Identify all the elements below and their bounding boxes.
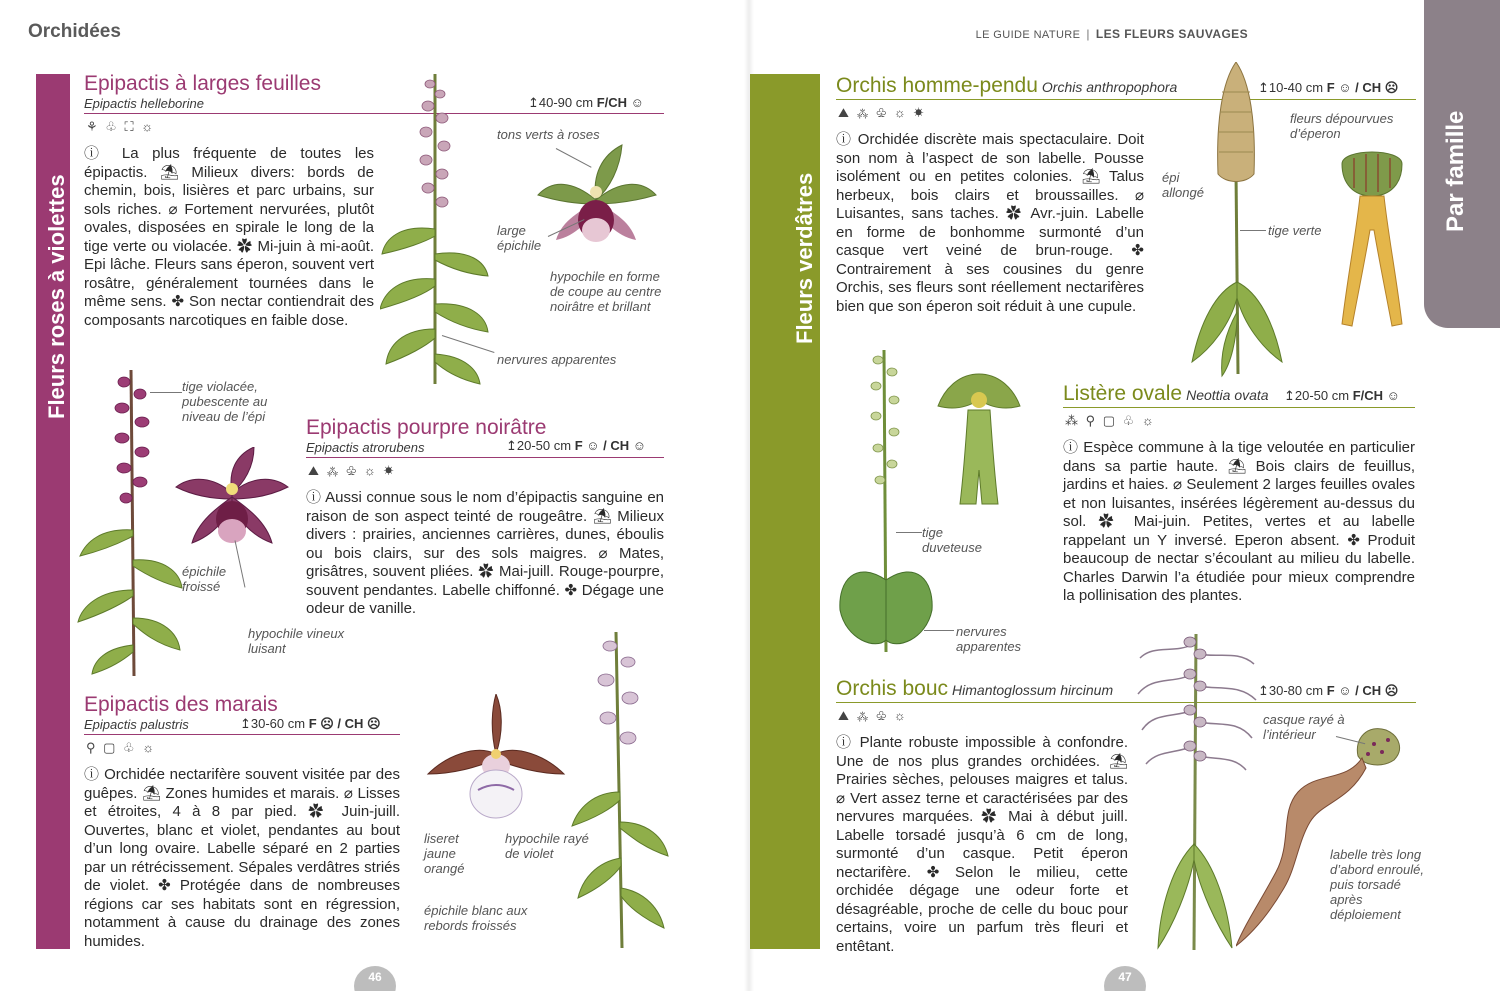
book-title: LES FLEURS SAUVAGES (1095, 27, 1248, 41)
caption-casque: casque rayé à l’intérieur (1263, 712, 1345, 742)
species-description: ⓘ Aussi connue sous le nom d’épipactis sanguine en raison de son aspect teinté de rougeâtre. ⛱ Milieux divers : prairies, anciennes carrières, dunes, éboulis ou bois clairs, sur des sols maigres. ⌀ Mates, grisâtres, souvent pliées. ✿ Mai-juill. Rouge-pourpre, souvent pendantes. Labelle chiffonné. ✤ Dégage une odeur de vanille. (306, 489, 664, 617)
caption-stem: tige violacée, pubescente au niveau de l’épi (182, 379, 268, 424)
region-value: F ☹ / CH ☹ (308, 716, 381, 731)
guide-series: LE GUIDE NATURE (975, 29, 1081, 41)
caption-liseret: liseret jaune orangé (424, 831, 465, 876)
leader-line (924, 630, 954, 631)
height-value: ↥30-80 cm (1258, 683, 1324, 698)
title-rule (836, 702, 1416, 703)
species-latin: Orchis anthropophora (1041, 79, 1178, 95)
species-latin: Epipactis helleborine (84, 96, 204, 111)
species-description: ⓘ Orchidée discrète mais spectaculaire. Doit son nom à l’aspect de son labelle. Pousse isolément ou en petites colonies. ⛱ Talus herbeux, bois clairs et broussailles. ⌀ Luisantes, sans taches. ✿ Avr.-juin. Labelle en forme de bonhomme surmonté d’un casque vert veiné de brun-rouge. ✤ Contrairement à ses cousines du genre Orchis, ses fleurs sont réellement nectarifères bien que son éperon soit réduit à une cupule. (836, 131, 1144, 315)
color-band-pink (36, 74, 70, 949)
title-rule (1063, 407, 1415, 408)
title-rule (306, 457, 664, 458)
caption-epichile-froisse: épichile froissé (182, 564, 227, 594)
height-value: ↥40-90 cm (528, 95, 594, 110)
plant-illustration-anthropophora (1186, 62, 1286, 378)
title-rule (84, 113, 664, 114)
species-latin: Epipactis atrorubens (306, 440, 425, 455)
caption-tige-duveteuse: tige duveteuse (922, 525, 982, 555)
species-description: ⓘ La plus fréquente de toutes les épipactis. ⛱ Milieux divers: bords de chemin, bois, lisières et parc urbains, sur sols riches. ⌀ Fortement nervurées, plutôt ovales, disposées en spirale le long de la tige verte ou violacée. ✿ Mi-juin à mi-août. Epi lâche. Fleurs sans éperon, souvent vert rosâtre, généralement tournées dans le même sens. ✤ Son nectar contiendrait des composants narcotiques en faible dose. (84, 145, 374, 329)
caption-colour: tons verts à roses (497, 127, 600, 142)
page-number-right: 47 (1104, 966, 1146, 991)
family-title: Orchidées (28, 21, 121, 42)
species-latin: Neottia ovata (1186, 387, 1269, 403)
species-himantoglossum-hircinum (836, 677, 1113, 701)
caption-hypochile-raye: hypochile rayé de violet (505, 831, 589, 861)
habitat-symbols: ⚲ ▢ ♧ ☼ (86, 740, 157, 755)
page-number-left: 46 (354, 966, 396, 991)
caption-veins: nervures apparentes (497, 352, 617, 367)
flower-illustration-atrorubens (174, 447, 290, 559)
caption-epichile: large épichile (497, 223, 542, 253)
habitat-symbols: ⛰ ⁂ ♧ ☼ (838, 708, 908, 723)
thumb-tab[interactable] (1424, 0, 1500, 328)
species-neottia-ovata (1063, 382, 1269, 406)
species-name: Listère ovale (1063, 382, 1183, 405)
plant-illustration-neottia (836, 340, 936, 670)
habitat-symbols: ⛰ ⁂ ♧ ☼ ☀ (838, 105, 926, 120)
species-description: ⓘ Espèce commune à la tige veloutée en particulier dans sa partie haute. ⛱ Bois clairs de feuillus, jardins et haies. ⌀ Seulement 2 larges feuilles ovales et non luisantes, insérées légèrement au-dessus du sol. ✿ Mai-juin. Petites, vertes et au labelle rappelant un Y inversé. Eperon absent. ✤ Produit beaucoup de nectar s’écoulant au milieu du labelle. Charles Darwin l’a étudiée pour mieux comprendre la pollinisation des plantes. (1063, 439, 1415, 604)
band-label-pink: Fleurs roses à violettes (44, 174, 69, 419)
tab-label: Par famille (1442, 110, 1469, 232)
title-rule (84, 734, 400, 735)
region-value: F ☺ / CH ☹ (1326, 80, 1399, 95)
flower-illustration-palustris (426, 694, 566, 824)
species-meta (1284, 388, 1400, 404)
leader-line (896, 532, 922, 533)
region-value: F/CH ☺ (1352, 388, 1400, 403)
caption-labelle: labelle très long d’abord enroulé, puis torsadé après déploiement (1330, 847, 1424, 922)
habitat-symbols: ⛰ ⁂ ♧ ☼ ☀ (308, 463, 396, 478)
flower-illustration-neottia (934, 370, 1024, 506)
species-name: Epipactis à larges feuilles (84, 72, 321, 95)
habitat-symbols: ⁂ ⚲ ▢ ♧ ☼ (1065, 413, 1156, 428)
caption-hypochile-vineux: hypochile vineux luisant (248, 626, 345, 656)
plant-illustration-palustris (566, 622, 672, 952)
plant-illustration-atrorubens (76, 360, 186, 680)
band-label-green: Fleurs verdâtres (792, 172, 817, 344)
species-meta (240, 716, 381, 732)
header-separator: | (1086, 27, 1090, 41)
leader-line (150, 392, 182, 393)
species-name: Epipactis des marais (84, 693, 278, 716)
caption-hypochile: hypochile en forme de coupe au centre noirâtre et brillant (550, 269, 662, 314)
color-band-green (750, 74, 820, 949)
running-header (976, 27, 1248, 41)
plant-illustration-helleborine (380, 64, 490, 388)
species-name: Orchis bouc (836, 677, 949, 700)
species-meta (528, 95, 644, 111)
height-value: ↥10-40 cm (1258, 80, 1324, 95)
caption-epichile-blanc: épichile blanc aux rebords froissés (424, 903, 528, 933)
region-value: F/CH ☺ (596, 95, 644, 110)
leader-line (1240, 230, 1266, 231)
height-value: ↥30-60 cm (240, 716, 306, 731)
species-meta (1258, 683, 1398, 699)
species-latin: Epipactis palustris (84, 717, 189, 732)
habitat-symbols: ⚘ ♧ ⛶ ☼ (86, 119, 156, 134)
caption-nervures: nervures apparentes (956, 624, 1022, 654)
species-description: ⓘ Orchidée nectarifère souvent visitée par des guêpes. ⛱ Zones humides et marais. ⌀ Lisses et étroites, 4 à 8 par pied. ✿ Juin-juill. Ouvertes, blanc et violet, pendantes au bout d’un long ovaire. Labelle séparé en 2 parties par un rétrécissement. Sépales verdâtres striés de violet. ✤ Protégée dans de nombreuses régions car ses habitats sont en régression, notamment à cause du drainage des zones humides. (84, 766, 400, 950)
species-description: ⓘ Plante robuste impossible à confondre. Une de nos plus grandes orchidées. ⛱ Prairies sèches, pelouses maigres et talus. ⌀ Vert assez terne et caractérisées par des nervures marquées. ✿ Mai à début juill. Labelle torsadé jusqu’à 6 cm de long, surmonté d’un casque. Petit éperon nectarifère. ✤ Selon le milieu, cette orchidée dégage une odeur forte et désagréable, proche de celle du bouc pour certains, voire un parfum très fleuri et entêtant. (836, 734, 1128, 955)
height-value: ↥20-50 cm (1284, 388, 1350, 403)
height-value: ↥20-50 cm (506, 438, 572, 453)
species-orchis-anthropophora (836, 74, 1177, 98)
caption-fleurs-sans-eperon: fleurs dépourvues d’éperon (1290, 111, 1394, 141)
region-value: F ☺ / CH ☹ (1326, 683, 1399, 698)
species-name: Orchis homme-pendu (836, 74, 1038, 97)
region-value: F ☺ / CH ☺ (574, 438, 647, 453)
species-name: Epipactis pourpre noirâtre (306, 416, 547, 439)
species-meta (506, 438, 646, 454)
species-latin: Himantoglossum hircinum (952, 682, 1114, 698)
species-epipactis-helleborine (84, 72, 321, 111)
title-rule (836, 99, 1416, 100)
flower-illustration-anthropophora (1334, 144, 1410, 340)
caption-tige-verte: tige verte (1268, 223, 1322, 238)
caption-epi-allonge: épi allongé (1162, 170, 1204, 200)
